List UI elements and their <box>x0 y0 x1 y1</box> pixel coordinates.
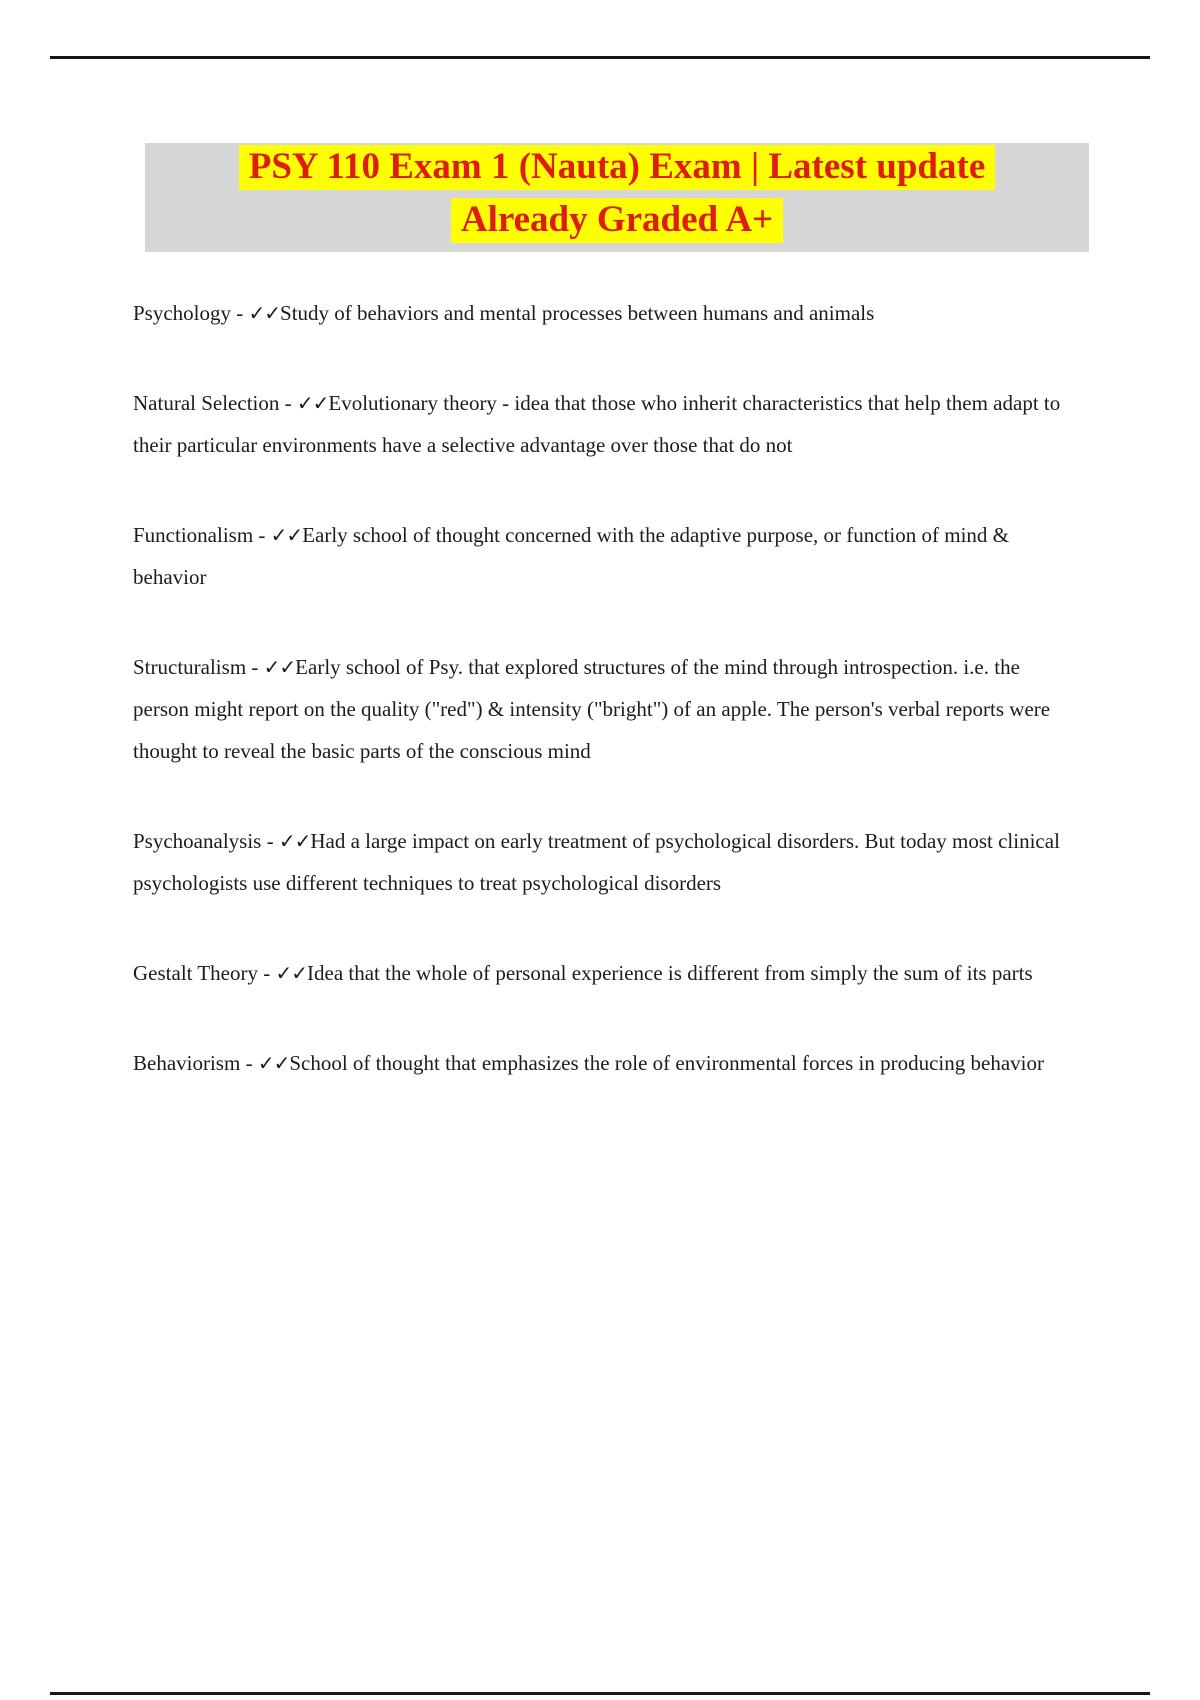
double-checkmark-icon: ✓✓ <box>296 391 329 415</box>
entry-natural-selection <box>133 382 1073 466</box>
term: Psychology <box>133 301 232 325</box>
separator: - <box>253 523 271 547</box>
title-text: PSY 110 Exam 1 (Nauta) Exam | Latest update <box>239 145 996 190</box>
entry-psychoanalysis <box>133 820 1073 904</box>
double-checkmark-icon: ✓✓ <box>278 829 311 853</box>
term: Gestalt Theory <box>133 961 258 985</box>
definition: Early school of Psy. that explored structures of the mind through introspection. i.e. the person might report on the quality ("red") & intensity ("bright") of an apple. The person's verbal reports were thought to reveal the basic parts of the conscious mind <box>133 655 1051 763</box>
entry-structuralism <box>133 646 1073 772</box>
double-checkmark-icon: ✓✓ <box>270 523 303 547</box>
double-checkmark-icon: ✓✓ <box>263 655 296 679</box>
separator: - <box>240 1051 258 1075</box>
entry-gestalt-theory <box>133 952 1073 994</box>
title-line-1 <box>145 144 1089 197</box>
definition: Study of behaviors and mental processes between humans and animals <box>280 301 875 325</box>
term-definition-list <box>133 292 1073 1084</box>
entry-behaviorism <box>133 1042 1073 1084</box>
definition: Early school of thought concerned with the adaptive purpose, or function of mind & behavior <box>133 523 1010 589</box>
definition: Idea that the whole of personal experience is different from simply the sum of its parts <box>307 961 1033 985</box>
term: Structuralism <box>133 655 247 679</box>
separator: - <box>261 829 279 853</box>
title-text: Already Graded A+ <box>451 198 783 243</box>
double-checkmark-icon: ✓✓ <box>248 301 281 325</box>
separator: - <box>279 391 297 415</box>
term: Behaviorism <box>133 1051 241 1075</box>
separator: - <box>246 655 264 679</box>
title-line-2 <box>145 197 1089 250</box>
top-rule <box>50 56 1150 59</box>
separator: - <box>258 961 276 985</box>
term: Functionalism <box>133 523 254 547</box>
definition: Evolutionary theory - idea that those who inherit characteristics that help them adapt to their particular environments have a selective advantage over those that do not <box>133 391 1061 457</box>
definition: Had a large impact on early treatment of psychological disorders. But today most clinical psychologists use different techniques to treat psychological disorders <box>133 829 1060 895</box>
term: Natural Selection <box>133 391 280 415</box>
separator: - <box>231 301 249 325</box>
entry-psychology <box>133 292 1073 334</box>
entry-functionalism <box>133 514 1073 598</box>
term: Psychoanalysis <box>133 829 262 853</box>
double-checkmark-icon: ✓✓ <box>275 961 308 985</box>
definition: School of thought that emphasizes the role of environmental forces in producing behavior <box>289 1051 1044 1075</box>
double-checkmark-icon: ✓✓ <box>257 1051 290 1075</box>
bottom-rule <box>50 1692 1150 1695</box>
title-block <box>145 143 1089 252</box>
